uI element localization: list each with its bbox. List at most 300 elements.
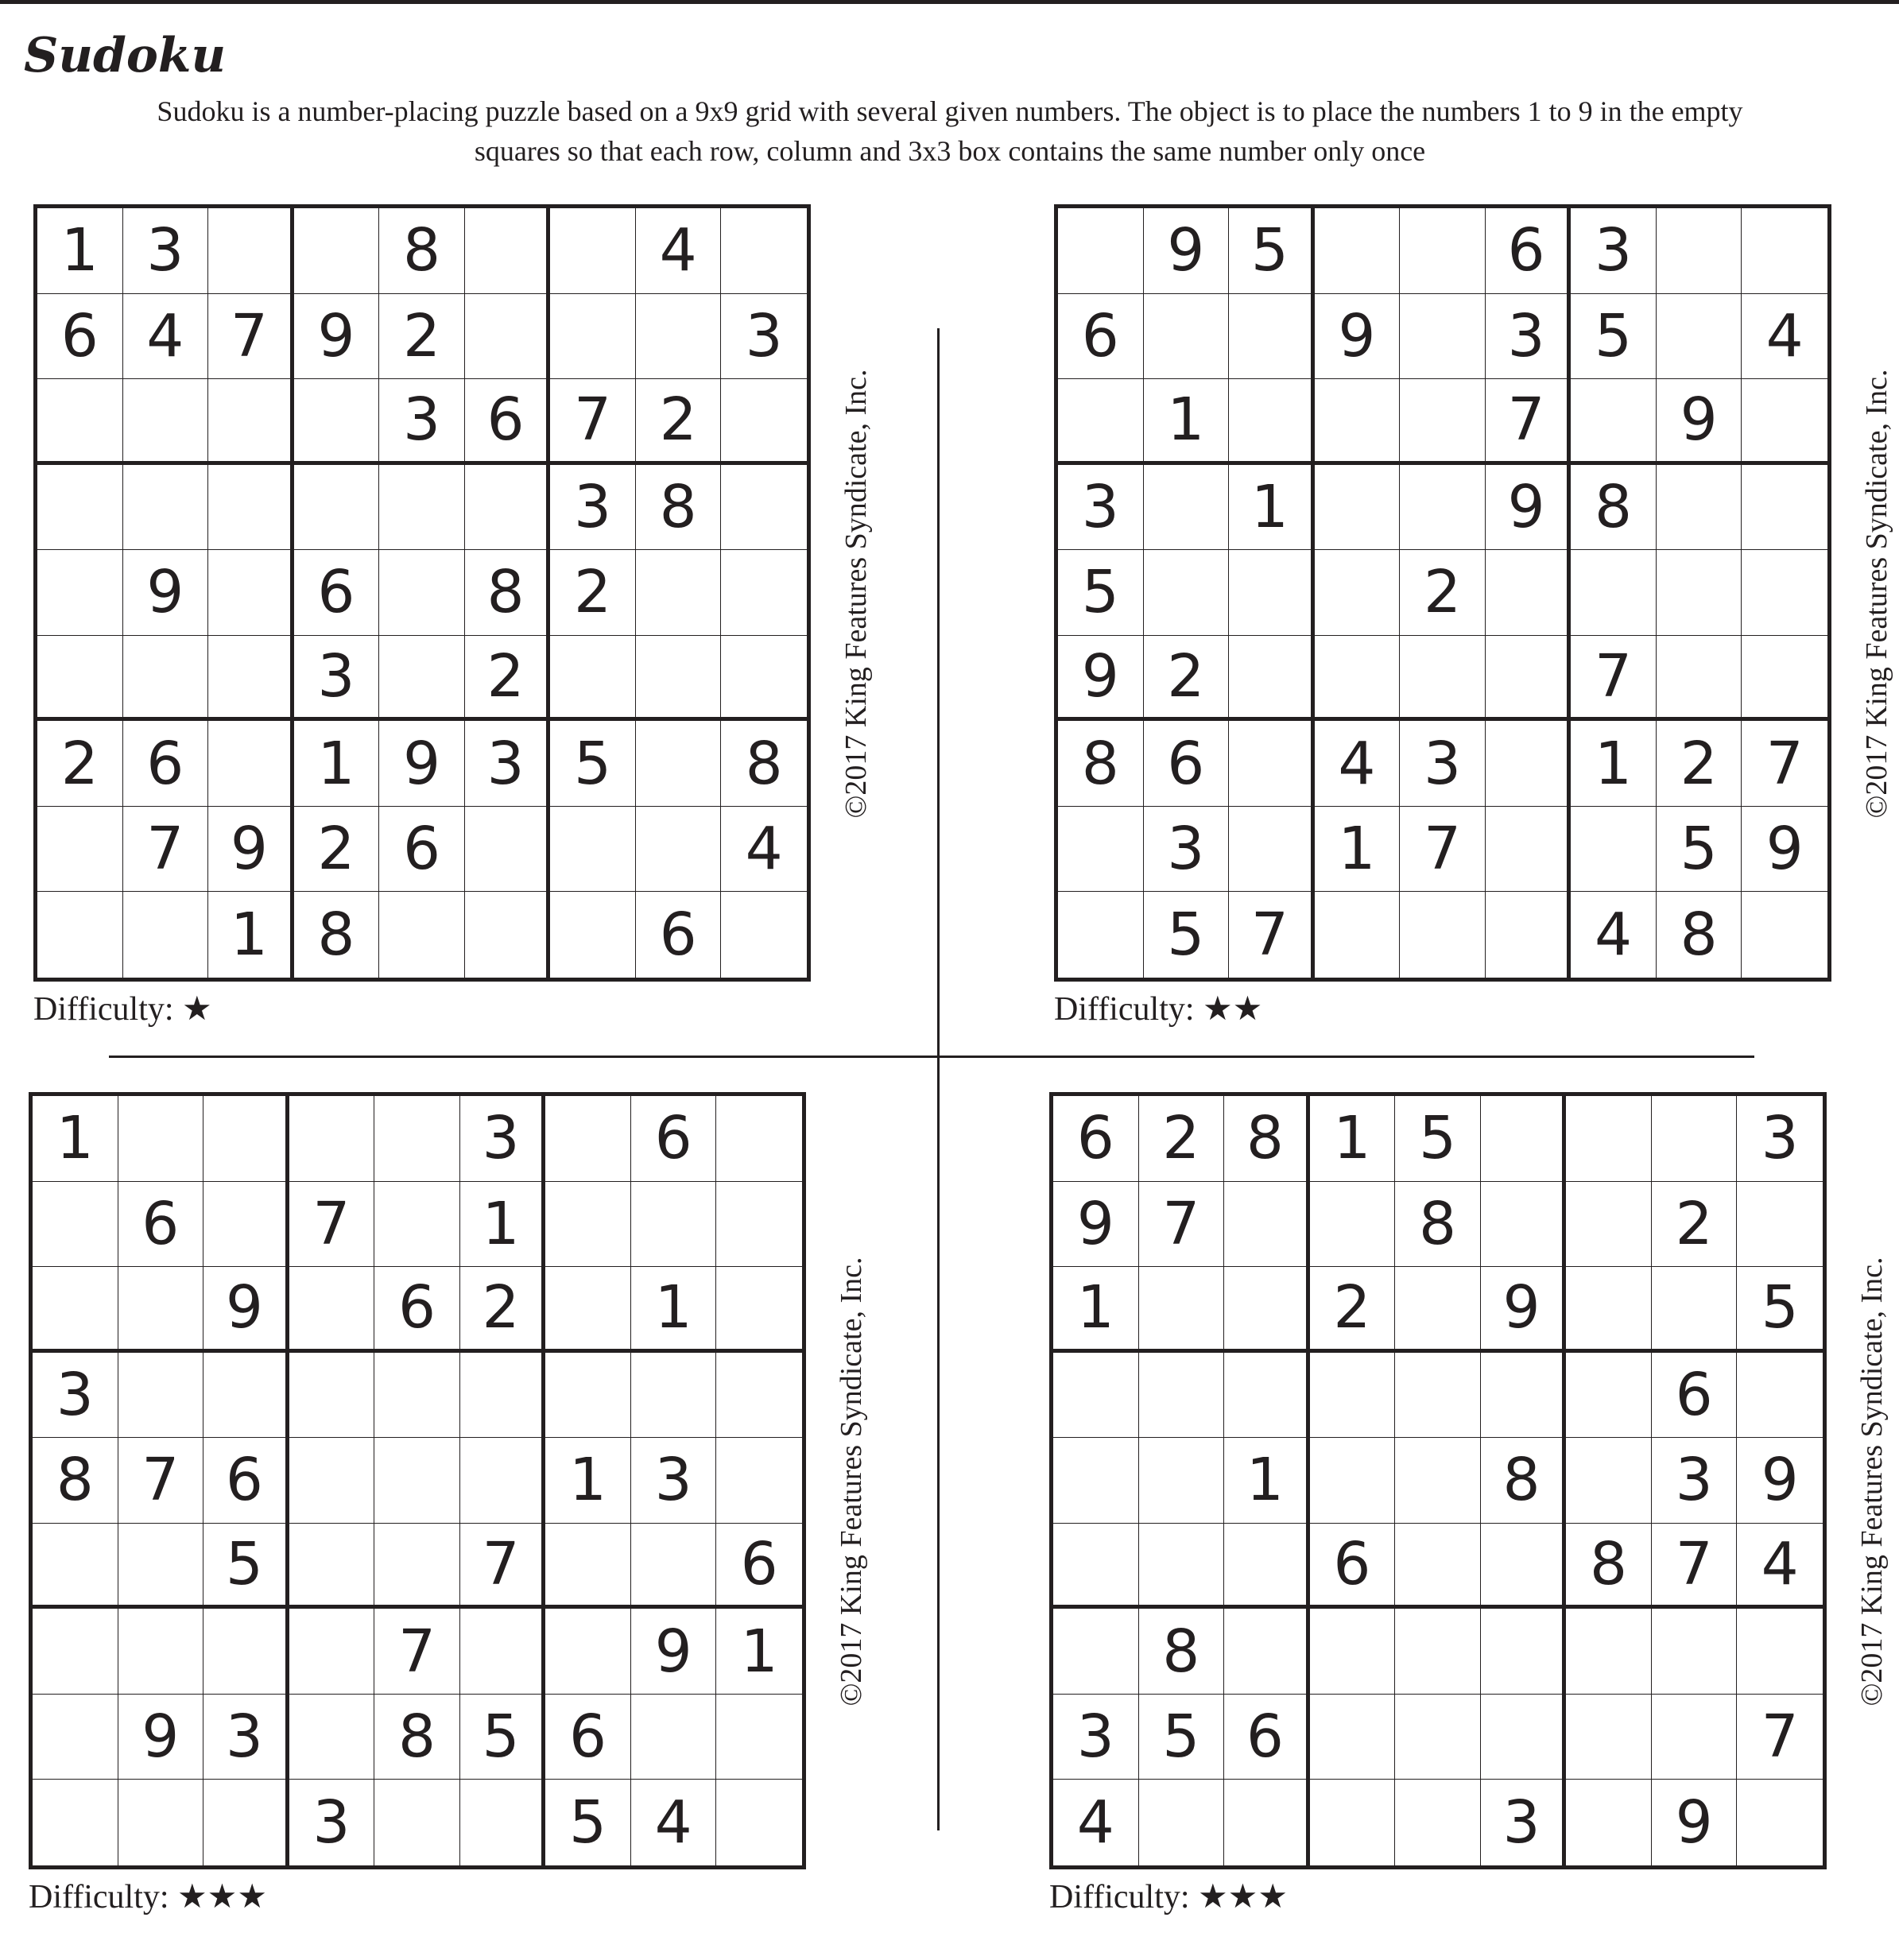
given-cell: 2 (636, 379, 722, 465)
given-cell: 5 (203, 1524, 289, 1609)
given-cell: 1 (208, 892, 294, 978)
empty-cell[interactable] (37, 892, 123, 978)
given-cell: 6 (1053, 1096, 1139, 1182)
copyright-notice: ©2017 King Features Syndicate, Inc. (839, 369, 873, 819)
empty-cell[interactable] (1139, 1780, 1225, 1865)
given-cell: 8 (1657, 892, 1742, 978)
given-cell: 5 (1657, 807, 1742, 893)
empty-cell[interactable] (37, 550, 123, 636)
empty-cell[interactable] (1737, 1353, 1823, 1439)
empty-cell[interactable] (1486, 807, 1572, 893)
given-cell: 5 (1395, 1096, 1481, 1182)
given-cell: 3 (1737, 1096, 1823, 1182)
empty-cell[interactable] (294, 465, 380, 551)
empty-cell[interactable] (1315, 465, 1401, 551)
empty-cell[interactable] (1742, 465, 1827, 551)
empty-cell[interactable] (545, 1267, 631, 1353)
empty-cell[interactable] (1395, 1267, 1481, 1353)
empty-cell[interactable] (1486, 636, 1572, 722)
given-cell: 1 (1315, 807, 1401, 893)
empty-cell[interactable] (636, 550, 722, 636)
empty-cell[interactable] (1315, 208, 1401, 294)
empty-cell[interactable] (1486, 892, 1572, 978)
given-cell: 3 (460, 1096, 546, 1182)
empty-cell[interactable] (1481, 1182, 1567, 1268)
given-cell: 6 (37, 294, 123, 380)
empty-cell[interactable] (1400, 636, 1486, 722)
empty-cell[interactable] (721, 465, 807, 551)
empty-cell[interactable] (374, 1438, 460, 1524)
empty-cell[interactable] (118, 1267, 204, 1353)
empty-cell[interactable] (33, 1695, 118, 1780)
empty-cell[interactable] (716, 1096, 802, 1182)
empty-cell[interactable] (1566, 1267, 1652, 1353)
given-cell: 9 (1144, 208, 1230, 294)
given-cell: 8 (379, 208, 465, 294)
empty-cell[interactable] (208, 465, 294, 551)
empty-cell[interactable] (1566, 1353, 1652, 1439)
given-cell: 6 (1224, 1695, 1310, 1780)
given-cell: 4 (1737, 1524, 1823, 1609)
empty-cell[interactable] (1058, 379, 1144, 465)
empty-cell[interactable] (118, 1780, 204, 1865)
empty-cell[interactable] (203, 1353, 289, 1439)
given-cell: 6 (1310, 1524, 1396, 1609)
given-cell: 8 (636, 465, 722, 551)
empty-cell[interactable] (374, 1182, 460, 1268)
given-cell: 5 (460, 1695, 546, 1780)
intro-line-1: Sudoku is a number-placing puzzle based on a 9x9 grid with several given numbers. The object is to place the numbers 1 to 9 in the empty (157, 95, 1743, 127)
empty-cell[interactable] (1315, 550, 1401, 636)
empty-cell[interactable] (1310, 1695, 1396, 1780)
empty-cell[interactable] (379, 892, 465, 978)
given-cell: 2 (1400, 550, 1486, 636)
empty-cell[interactable] (33, 1182, 118, 1268)
given-cell: 6 (294, 550, 380, 636)
empty-cell[interactable] (1737, 1182, 1823, 1268)
vertical-divider (937, 328, 940, 1830)
given-cell: 9 (208, 807, 294, 893)
given-cell: 1 (545, 1438, 631, 1524)
given-cell: 9 (631, 1609, 717, 1695)
empty-cell[interactable] (1315, 636, 1401, 722)
given-cell: 1 (1144, 379, 1230, 465)
empty-cell[interactable] (1657, 294, 1742, 380)
empty-cell[interactable] (1224, 1267, 1310, 1353)
empty-cell[interactable] (1229, 636, 1315, 722)
given-cell: 9 (123, 550, 209, 636)
empty-cell[interactable] (1058, 208, 1144, 294)
empty-cell[interactable] (1400, 294, 1486, 380)
empty-cell[interactable] (1053, 1524, 1139, 1609)
given-cell: 6 (379, 807, 465, 893)
empty-cell[interactable] (1481, 1353, 1567, 1439)
empty-cell[interactable] (465, 892, 551, 978)
given-cell: 5 (550, 721, 636, 807)
empty-cell[interactable] (374, 1096, 460, 1182)
given-cell: 7 (208, 294, 294, 380)
empty-cell[interactable] (1315, 892, 1401, 978)
empty-cell[interactable] (1310, 1609, 1396, 1695)
given-cell: 7 (1139, 1182, 1225, 1268)
given-cell: 3 (33, 1353, 118, 1439)
given-cell: 5 (1144, 892, 1230, 978)
empty-cell[interactable] (1742, 208, 1827, 294)
empty-cell[interactable] (203, 1096, 289, 1182)
empty-cell[interactable] (37, 379, 123, 465)
empty-cell[interactable] (465, 807, 551, 893)
empty-cell[interactable] (1229, 721, 1315, 807)
empty-cell[interactable] (1310, 1182, 1396, 1268)
given-cell: 1 (460, 1182, 546, 1268)
empty-cell[interactable] (1652, 1609, 1738, 1695)
empty-cell[interactable] (1571, 807, 1657, 893)
empty-cell[interactable] (379, 465, 465, 551)
given-cell: 7 (1571, 636, 1657, 722)
empty-cell[interactable] (1310, 1438, 1396, 1524)
empty-cell[interactable] (374, 1524, 460, 1609)
empty-cell[interactable] (118, 1096, 204, 1182)
empty-cell[interactable] (33, 1609, 118, 1695)
empty-cell[interactable] (379, 550, 465, 636)
given-cell: 6 (203, 1438, 289, 1524)
given-cell: 8 (1571, 465, 1657, 551)
empty-cell[interactable] (550, 807, 636, 893)
empty-cell[interactable] (545, 1353, 631, 1439)
given-cell: 3 (203, 1695, 289, 1780)
given-cell: 3 (1486, 294, 1572, 380)
given-cell: 5 (1229, 208, 1315, 294)
given-cell: 7 (123, 807, 209, 893)
empty-cell[interactable] (1229, 294, 1315, 380)
empty-cell[interactable] (1481, 1695, 1567, 1780)
given-cell: 7 (1486, 379, 1572, 465)
given-cell: 7 (289, 1182, 375, 1268)
difficulty-label: Difficulty: ★★★ (1049, 1879, 1288, 1915)
empty-cell[interactable] (118, 1609, 204, 1695)
empty-cell[interactable] (208, 379, 294, 465)
empty-cell[interactable] (1053, 1353, 1139, 1439)
given-cell: 3 (631, 1438, 717, 1524)
empty-cell[interactable] (465, 294, 551, 380)
empty-cell[interactable] (289, 1353, 375, 1439)
given-cell: 4 (123, 294, 209, 380)
empty-cell[interactable] (1652, 1695, 1738, 1780)
given-cell: 5 (1139, 1695, 1225, 1780)
empty-cell[interactable] (118, 1353, 204, 1439)
copyright-notice: ©2017 King Features Syndicate, Inc. (1855, 1257, 1889, 1706)
given-cell: 5 (1571, 294, 1657, 380)
empty-cell[interactable] (1058, 807, 1144, 893)
given-cell: 6 (123, 721, 209, 807)
empty-cell[interactable] (545, 1182, 631, 1268)
given-cell: 9 (1486, 465, 1572, 551)
given-cell: 3 (1053, 1695, 1139, 1780)
empty-cell[interactable] (1742, 892, 1827, 978)
empty-cell[interactable] (289, 1096, 375, 1182)
empty-cell[interactable] (203, 1780, 289, 1865)
empty-cell[interactable] (1481, 1524, 1567, 1609)
given-cell: 1 (631, 1267, 717, 1353)
empty-cell[interactable] (1053, 1609, 1139, 1695)
empty-cell[interactable] (123, 465, 209, 551)
given-cell: 5 (1737, 1267, 1823, 1353)
sudoku-grid (1049, 1092, 1827, 1869)
empty-cell[interactable] (636, 807, 722, 893)
empty-cell[interactable] (1657, 636, 1742, 722)
given-cell: 6 (1058, 294, 1144, 380)
empty-cell[interactable] (716, 1438, 802, 1524)
given-cell: 9 (1742, 807, 1827, 893)
empty-cell[interactable] (1566, 1695, 1652, 1780)
given-cell: 6 (1144, 721, 1230, 807)
empty-cell[interactable] (631, 1524, 717, 1609)
empty-cell[interactable] (1486, 550, 1572, 636)
empty-cell[interactable] (1224, 1182, 1310, 1268)
empty-cell[interactable] (636, 294, 722, 380)
empty-cell[interactable] (716, 1267, 802, 1353)
given-cell: 4 (631, 1780, 717, 1865)
given-cell: 3 (721, 294, 807, 380)
empty-cell[interactable] (1486, 721, 1572, 807)
empty-cell[interactable] (1395, 1438, 1481, 1524)
empty-cell[interactable] (1139, 1524, 1225, 1609)
empty-cell[interactable] (550, 208, 636, 294)
given-cell: 7 (1652, 1524, 1738, 1609)
empty-cell[interactable] (289, 1438, 375, 1524)
empty-cell[interactable] (1144, 294, 1230, 380)
empty-cell[interactable] (1224, 1524, 1310, 1609)
empty-cell[interactable] (1652, 1096, 1738, 1182)
empty-cell[interactable] (289, 1524, 375, 1609)
given-cell: 7 (118, 1438, 204, 1524)
given-cell: 9 (118, 1695, 204, 1780)
sudoku-grid (29, 1092, 806, 1869)
empty-cell[interactable] (294, 379, 380, 465)
empty-cell[interactable] (1737, 1780, 1823, 1865)
empty-cell[interactable] (636, 636, 722, 722)
empty-cell[interactable] (1224, 1609, 1310, 1695)
given-cell: 1 (1310, 1096, 1396, 1182)
empty-cell[interactable] (721, 550, 807, 636)
empty-cell[interactable] (289, 1267, 375, 1353)
intro-line-2: squares so that each row, column and 3x3 box contains the same number only once (474, 135, 1426, 167)
given-cell: 2 (294, 807, 380, 893)
given-cell: 3 (1481, 1780, 1567, 1865)
empty-cell[interactable] (294, 208, 380, 294)
empty-cell[interactable] (1737, 1609, 1823, 1695)
empty-cell[interactable] (208, 721, 294, 807)
empty-cell[interactable] (1657, 550, 1742, 636)
given-cell: 3 (289, 1780, 375, 1865)
empty-cell[interactable] (1395, 1524, 1481, 1609)
empty-cell[interactable] (123, 636, 209, 722)
empty-cell[interactable] (716, 1353, 802, 1439)
empty-cell[interactable] (721, 208, 807, 294)
empty-cell[interactable] (1400, 892, 1486, 978)
empty-cell[interactable] (460, 1438, 546, 1524)
empty-cell[interactable] (1742, 550, 1827, 636)
given-cell: 1 (37, 208, 123, 294)
empty-cell[interactable] (289, 1695, 375, 1780)
empty-cell[interactable] (550, 892, 636, 978)
empty-cell[interactable] (1395, 1780, 1481, 1865)
empty-cell[interactable] (1395, 1695, 1481, 1780)
empty-cell[interactable] (545, 1609, 631, 1695)
empty-cell[interactable] (716, 1695, 802, 1780)
empty-cell[interactable] (1229, 550, 1315, 636)
empty-cell[interactable] (203, 1609, 289, 1695)
given-cell: 7 (460, 1524, 546, 1609)
difficulty-label: Difficulty: ★★★ (29, 1879, 267, 1915)
given-cell: 9 (379, 721, 465, 807)
given-cell: 2 (1310, 1267, 1396, 1353)
empty-cell[interactable] (1571, 379, 1657, 465)
empty-cell[interactable] (721, 892, 807, 978)
given-cell: 8 (721, 721, 807, 807)
given-cell: 7 (1400, 807, 1486, 893)
empty-cell[interactable] (460, 1780, 546, 1865)
empty-cell[interactable] (460, 1353, 546, 1439)
given-cell: 7 (1742, 721, 1827, 807)
empty-cell[interactable] (631, 1353, 717, 1439)
given-cell: 6 (545, 1695, 631, 1780)
empty-cell[interactable] (123, 892, 209, 978)
empty-cell[interactable] (203, 1182, 289, 1268)
empty-cell[interactable] (550, 294, 636, 380)
empty-cell[interactable] (1566, 1096, 1652, 1182)
empty-cell[interactable] (716, 1780, 802, 1865)
given-cell: 2 (465, 636, 551, 722)
empty-cell[interactable] (37, 807, 123, 893)
empty-cell[interactable] (1229, 379, 1315, 465)
empty-cell[interactable] (1144, 550, 1230, 636)
given-cell: 2 (37, 721, 123, 807)
empty-cell[interactable] (631, 1695, 717, 1780)
empty-cell[interactable] (460, 1609, 546, 1695)
given-cell: 3 (379, 379, 465, 465)
empty-cell[interactable] (37, 636, 123, 722)
given-cell: 8 (1058, 721, 1144, 807)
given-cell: 4 (1571, 892, 1657, 978)
given-cell: 9 (1315, 294, 1401, 380)
given-cell: 3 (123, 208, 209, 294)
given-cell: 1 (33, 1096, 118, 1182)
empty-cell[interactable] (208, 550, 294, 636)
empty-cell[interactable] (374, 1353, 460, 1439)
empty-cell[interactable] (631, 1182, 717, 1268)
empty-cell[interactable] (1481, 1096, 1567, 1182)
empty-cell[interactable] (1144, 465, 1230, 551)
empty-cell[interactable] (1481, 1609, 1567, 1695)
empty-cell[interactable] (1571, 550, 1657, 636)
empty-cell[interactable] (37, 465, 123, 551)
empty-cell[interactable] (289, 1609, 375, 1695)
empty-cell[interactable] (465, 208, 551, 294)
empty-cell[interactable] (1139, 1353, 1225, 1439)
intro-text (24, 91, 1876, 171)
empty-cell[interactable] (1395, 1353, 1481, 1439)
empty-cell[interactable] (1400, 465, 1486, 551)
given-cell: 1 (294, 721, 380, 807)
empty-cell[interactable] (1053, 1438, 1139, 1524)
empty-cell[interactable] (208, 636, 294, 722)
empty-cell[interactable] (33, 1267, 118, 1353)
empty-cell[interactable] (1566, 1780, 1652, 1865)
difficulty-label: Difficulty: ★ (33, 991, 212, 1028)
given-cell: 3 (294, 636, 380, 722)
empty-cell[interactable] (1058, 892, 1144, 978)
empty-cell[interactable] (33, 1524, 118, 1609)
empty-cell[interactable] (465, 465, 551, 551)
empty-cell[interactable] (1657, 465, 1742, 551)
empty-cell[interactable] (1224, 1353, 1310, 1439)
given-cell: 7 (1737, 1695, 1823, 1780)
empty-cell[interactable] (1395, 1609, 1481, 1695)
empty-cell[interactable] (118, 1524, 204, 1609)
given-cell: 8 (1139, 1609, 1225, 1695)
empty-cell[interactable] (1652, 1267, 1738, 1353)
empty-cell[interactable] (545, 1524, 631, 1609)
empty-cell[interactable] (379, 636, 465, 722)
empty-cell[interactable] (545, 1096, 631, 1182)
page-title: Sudoku (24, 28, 227, 83)
given-cell: 1 (716, 1609, 802, 1695)
empty-cell[interactable] (1310, 1353, 1396, 1439)
empty-cell[interactable] (1310, 1780, 1396, 1865)
given-cell: 3 (1400, 721, 1486, 807)
empty-cell[interactable] (721, 636, 807, 722)
sudoku-grid (33, 204, 811, 982)
given-cell: 8 (465, 550, 551, 636)
given-cell: 1 (1224, 1438, 1310, 1524)
empty-cell[interactable] (1742, 636, 1827, 722)
empty-cell[interactable] (123, 379, 209, 465)
given-cell: 6 (1486, 208, 1572, 294)
empty-cell[interactable] (636, 721, 722, 807)
empty-cell[interactable] (1315, 379, 1401, 465)
given-cell: 3 (1058, 465, 1144, 551)
empty-cell[interactable] (1400, 379, 1486, 465)
empty-cell[interactable] (1742, 379, 1827, 465)
given-cell: 6 (465, 379, 551, 465)
empty-cell[interactable] (374, 1780, 460, 1865)
empty-cell[interactable] (1566, 1609, 1652, 1695)
empty-cell[interactable] (1566, 1182, 1652, 1268)
copyright-notice: ©2017 King Features Syndicate, Inc. (1860, 369, 1893, 819)
given-cell: 2 (379, 294, 465, 380)
empty-cell[interactable] (716, 1182, 802, 1268)
empty-cell[interactable] (1657, 208, 1742, 294)
empty-cell[interactable] (1229, 807, 1315, 893)
empty-cell[interactable] (208, 208, 294, 294)
empty-cell[interactable] (1139, 1438, 1225, 1524)
empty-cell[interactable] (1566, 1438, 1652, 1524)
given-cell: 6 (374, 1267, 460, 1353)
given-cell: 3 (1144, 807, 1230, 893)
given-cell: 5 (545, 1780, 631, 1865)
empty-cell[interactable] (550, 636, 636, 722)
given-cell: 4 (1315, 721, 1401, 807)
empty-cell[interactable] (1139, 1267, 1225, 1353)
given-cell: 1 (1229, 465, 1315, 551)
given-cell: 9 (1053, 1182, 1139, 1268)
empty-cell[interactable] (1400, 208, 1486, 294)
empty-cell[interactable] (33, 1780, 118, 1865)
empty-cell[interactable] (721, 379, 807, 465)
given-cell: 8 (374, 1695, 460, 1780)
empty-cell[interactable] (1224, 1780, 1310, 1865)
